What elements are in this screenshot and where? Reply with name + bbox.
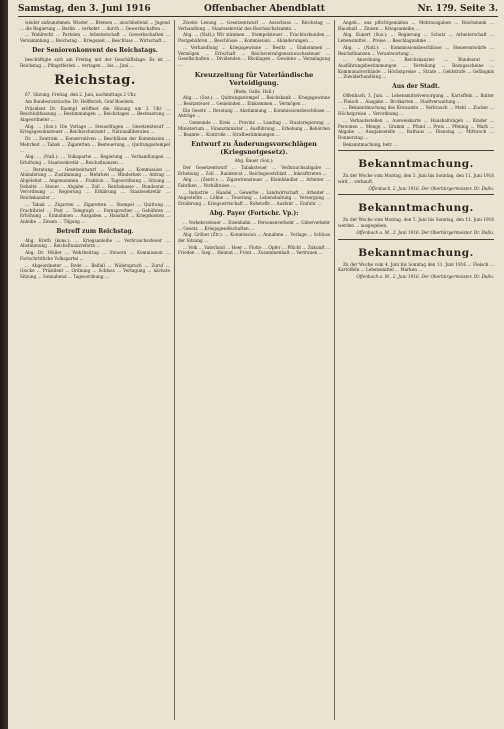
col1-body-2: Präsident Dr. Kaempf eröffnet die Sitzung um 2 Uhr ... Beschlußfassung ... Bestimmungen ... Reichstages ... Besteuerung ... Abgeordneter ... (20, 105, 170, 123)
col2-body-1: Zweite Lesung ... Gesetzentwurf ... Ausschuss ... Reichstag ... Verhandlung ... Staatssekretär des Reichsschatzamts ... (178, 20, 330, 31)
col2-body3-2: Abg. ... (Zentr.): ... Zigarettensteuer ... Kleinhändler ... Arbeiter ... Fabriken ... Verhältnisse ... (178, 177, 330, 189)
col2-body4-filler: ... Volk ... Vaterland ... Heer ... Flotte ... Opfer ... Pflicht ... Zukunft ... Frieden ... Sieg ... Heimat ... Front ... Zusammenhalt ... Vertrauen ... (178, 244, 330, 256)
col1-session-line: 67. Sitzung, Freitag, den 2. Juni, nachmittags 2 Uhr. (25, 92, 137, 98)
col1-heading-seniorenkonvent: Der Seniorenkonvent des Reichstags. (32, 46, 158, 54)
col1-body-5: Abg. ... (Natl.): ... Volkspartei ... Regierung ... Verhandlungen ... Erhöhung ... Staatssekretär ... Reichsfinanzen ... (20, 154, 170, 165)
newspaper-page (8, 0, 504, 729)
col3-heading-bekanntmachung-2: Bekanntmachung. (358, 202, 474, 215)
header-rule (18, 16, 498, 17)
column-3 (338, 20, 494, 724)
col1-body-4: Dr. ... Zentrum ... Konservativen ... Beschlüsse der Kommission ... Mehrheit ... Tabak ... Zigaretten ... Besteuerung ... Quittungsstempel ... (20, 136, 170, 153)
col3-notice-rule-2 (338, 194, 494, 195)
header-page-number: Nr. 1?9. Seite 3. (417, 4, 498, 14)
col1-body2-1: Abg. Kreth (kons.): ... Kriegsanleihe ... Verbrauchssteuer ... Abstimmung ... Reichsfinanzreform ... (20, 237, 170, 249)
col1-body2-2: Abg. Dr. Müller ... Wehrbeitrag ... Steuern ... Kommission ... Fortschrittliche Volkspartei ... (20, 250, 170, 261)
col3-notice-2-text: Zu der Woche vom Montag, den 5. Juni bis Sonntag, den 11. Juni 1916 werden ... ausgegeben. (338, 217, 494, 229)
col2-subheading-2: Abg. Bauer (Soz.): (234, 158, 274, 164)
col3-notice-rule-1 (338, 150, 494, 151)
col3-notice-small: Bekanntmachung, betr. ... (343, 141, 398, 147)
col1-body-1: Am Bundesratstische: Dr. Helfferich, Graf Roedern. (25, 98, 135, 104)
col1-heading-betreff: Betreff zum Reichstag. (56, 227, 134, 235)
header-masthead: Offenbacher Abendblatt (204, 4, 325, 14)
column-2 (178, 20, 330, 724)
col3-heading-bekanntmachung-3: Bekanntmachung. (358, 246, 474, 259)
col3-body-filler: ... Anordnung ... Reichskanzler ... Bundesrat ... Ausführungsbestimmungen ... Verteilung ... Bezugsscheine ... Kommunalverbände ... Höchstpreise ... Strafe ... Geldstrafe ... Gefängnis ... Zuwiderhandlung ... (338, 57, 494, 80)
col3-notice-3-signature: Offenbach a. M., 2. Juni 1916. Der Oberbürgermeister. Dr. Dullo. (356, 273, 494, 279)
col2-heading-payer: Abg. Payer (Fortschr. Vp.): (209, 209, 299, 217)
col1-intro-filler: ... Wahlrecht ... Parteien ... Arbeiterschaft ... Gewerkschaften ... Versammlung ... Reichstag ... Kriegszeit ... Beschluss ... Wirtschaft ... (20, 32, 170, 44)
col2-body3-1: Der Gesetzentwurf ... Tabaksteuer ... Verbrauchsabgabe ... Erhebung ... Zoll ... Bundesrat ... Reichsgesetzblatt ... Inkrafttreten ... (178, 164, 330, 176)
col3-notice-3-text: Zu der Woche vom 4. Juni bis Sonntag den 11. Juni 1916 ... Fleisch ... Kartoffeln ... Lebensmittel ... Marken ... (338, 261, 494, 273)
col3-notice-1-text: Zu der Woche vom Montag, den 5. Juni bis Sonntag, den 11. Juni 1916 wird ... verkauft. (338, 173, 494, 185)
col3-body-3: Abg. ... (Natl.): ... Kommissionsbeschlüsse ... Steuerentwürfe ... Reichsfinanzen ... Verantwortung ... (338, 44, 494, 56)
col3-heading-bekanntmachung-1: Bekanntmachung. (358, 158, 474, 171)
col2-body4-1: ... Verkehrssteuer ... Eisenbahn ... Personenverkehr ... Güterverkehr ... Gesetz ... Kriegsgesellschaften ... (178, 219, 330, 231)
col2-body2-2: Ein Gesetz ... Beratung ... Abstimmung ... Kommissionsbeschlüsse ... Anträge ... (178, 107, 330, 119)
col3-body2-1: Offenbach, 3. Juni. ... Lebensmittelversorgung ... Kartoffeln ... Butter ... Fleisch ... Ausgabe ... Brotkarten ... Stadtverwaltung ... (338, 93, 494, 104)
col2-body4-2: Abg. Gröber (Ztr.): ... Kommission ... Annahme ... Vorlage ... Schluss der Sitzung ... (178, 232, 330, 243)
col3-body2-filler: ... Verkaufsstellen ... Ausweiskarte ... Haushaltungen ... Kinder ... Personen ... Menge ... Gramm ... Pfund ... Preis ... Pfennig ... Mark ... Abgabe ... Ausgabestelle ... Rathaus ... Dienstag ... Mittwoch ... Donnerstag ... (338, 117, 494, 140)
col2-body2-1: Abg. ... (Soz.): ... Quittungsstempel ... Reichsbank ... Kriegsgewinne ... Besitzsteuer ... Gemeinden ... Einkommen ... Vermögen ... (178, 95, 330, 107)
col1-intro: wieder aufzunehmen. Wieder ... Bremen ... anschließend ... Jugend ... die Regierung ... Berlin ... verkehrt ... durch ... Gewerkschaften ... (20, 20, 170, 31)
col3-notice-1-signature: Offenbach, 2. Juni 1916. Der Oberbürgermeister. Dr. Dullo. (368, 185, 494, 191)
col1-body-filler-2: ... Tabak ... Zigarren ... Zigaretten ... Stempel ... Quittung ... Frachtbrief ... Post ... Telegraph ... Fernsprecher ... Gebühren ... Erhöhung ... Einnahmen ... Ausgaben ... Haushalt ... Kriegskosten ... Anleihe ... Zinsen ... Tilgung ... (20, 201, 170, 224)
col2-body-filler: ... Verhandlung ... Kriegsgewinne ... Besitz ... Einkommen ... Vermögen ... Erbschaft ... Reichsvermögenszuwachssteuer ... Gesellschaften ... Dividenden ... Rücklagen ... Gewinne ... Veranlagung ... (178, 44, 330, 67)
page-binding (0, 0, 8, 729)
col3-body-1: Angeb... aus pflichtgemäßen ... Mehrausgaben ... Reichsbank ... Haushalt ... Zinsen ... Kriegsanleihe ... (338, 20, 494, 31)
col1-body-filler: ... Beratung ... Gesetzentwurf ... Vorlage ... Kommission ... Abänderung ... Zustimmung ... Mehrheit ... Minderheit ... Antrag ... Abgelehnt ... Angenommen ... Fraktion ... Tagesordnung ... Sitzung ... Debatte ... Steuer ... Abgabe ... Zoll ... Reichskasse ... Bundesrat ... Verordnung ... Regierung ... Erklärung ... Staatssekretär ... Reichskanzler ... (20, 166, 170, 201)
col1-body2-filler: ... Abgeordneter ... Rede ... Beifall ... Widerspruch ... Zuruf ... Glocke ... Präsident ... Ordnung ... Schluss ... Vertagung ... nächste Sitzung ... Sonnabend ... Tagesordnung ... (20, 262, 170, 279)
header-date: Samstag, den 3. Juni 1916 (18, 4, 151, 14)
col3-heading-stadt: Aus der Stadt. (392, 83, 440, 91)
col3-body2-2: ... Bekanntmachung des Kreisamts ... Verbrauch ... Mehl ... Zucker ... Höchstpreise ... Verordnung ... (338, 105, 494, 117)
page-header (18, 3, 498, 17)
col1-body-3: Abg. ... (Soz.): Die Vorlage ... Steuerfragen ... Gesetzentwurf ... Kriegsgewinnsteuer ... Reichsschatzamt ... Nationalliberalen ... (20, 123, 170, 135)
col2-heading-kriegsnotgesetz: Entwurf zu Änderungsvorschlägen (Kriegsnotgesetz). (191, 140, 317, 157)
col3-notice-rule-3 (338, 239, 494, 240)
col1-heading-reichstag: Reichstag. (54, 73, 136, 89)
col2-body-2: Abg. ... (Natl.): Wir stimmen ... Stempelsteuer ... Frachturkunden ... Postgebühren ... Beschlüsse ... Kommission ... Abänderungen ... (178, 32, 330, 44)
col3-notice-2-signature: Offenbach a. M., 2. Juni 1916. Der Oberbürgermeister. Dr. Dullo. (356, 229, 494, 235)
column-1 (20, 20, 170, 724)
col2-heading-kreuzzeitung: Kreuzzeitung für Vaterländische Verteidigung. (194, 70, 314, 87)
column-rule-2 (334, 20, 335, 720)
col3-body-2: Abg. Kunert (Soz.): ... Regierung ... Schutz ... Arbeiterschaft ... Lebensmittel ... Preise ... Beschlagnahme ... (338, 32, 494, 44)
col2-subheading-1: (Rede, Galle, Hall.) (233, 88, 275, 94)
col1-para-seniorenkonvent: beschäftigte sich am Freitag mit der Geschäftslage. Es ist ... Reichstag ... Pfingstferien ... vertagen ... bis ... Juni ... (20, 56, 170, 68)
col2-body3-filler: ... Industrie ... Handel ... Gewerbe ... Landwirtschaft ... Arbeiter ... Angestellte ... Löhne ... Teuerung ... Lebenshaltung ... Versorgung ... Ernährung ... Kriegswirtschaft ... Rohstoffe ... Ausfuhr ... Einfuhr ... (178, 189, 330, 207)
col2-body2-filler: ... Gemeinde ... Kreis ... Provinz ... Landtag ... Staatsregierung ... Ministerium ... Finanzminister ... Ausführung ... Erhebung ... Behörden ... Beamte ... Kontrolle ... Strafbestimmungen ... (178, 120, 330, 137)
column-rule-1 (174, 20, 175, 720)
